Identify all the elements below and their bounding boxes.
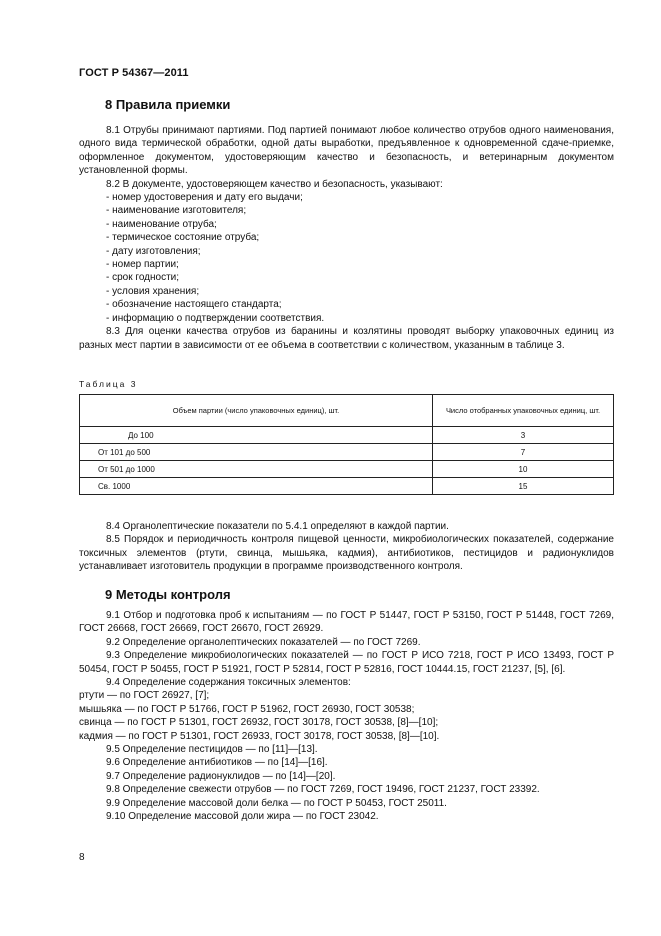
sampling-table [79, 394, 614, 495]
section-8-continued [79, 520, 614, 574]
table-cell: От 501 до 1000 [80, 461, 433, 478]
clause-9-paragraph: ртути — по ГОСТ 26927, [7]; [79, 690, 210, 702]
list-item: - номер удостоверения и дату его выдачи; [106, 192, 303, 204]
section-9-title: 9 Методы контроля [105, 587, 231, 602]
table-cell: От 101 до 500 [80, 444, 433, 461]
clause-8-3: 8.3 Для оценки качества отрубов из баранины и козлятины проводят выборку упаковочных единиц из разных мест партии в зависимости от ее объема в соответствии с количеством, указанным в таблице 3. [79, 326, 614, 351]
list-item: - номер партии; [106, 259, 179, 271]
table-caption: Таблица 3 [79, 379, 138, 389]
table-cell: 15 [433, 478, 614, 495]
clause-9-paragraph: 9.4 Определение содержания токсичных элементов: [106, 677, 351, 689]
clause-8-1: 8.1 Отрубы принимают партиями. Под партией понимают любое количество отрубов одного наименования, одного вида термической обработки, одной даты выработки, предъявленное к одновременной сдаче-приемке, оформленное документом, удостоверяющим качество и безопасность, и ветеринарным документом установленной формы. [79, 125, 614, 177]
list-item: - дату изготовления; [106, 245, 201, 257]
clause-9-paragraph: 9.3 Определение микробиологических показателей — по ГОСТ Р ИСО 7218, ГОСТ Р ИСО 13493, ГОСТ Р 50454, ГОСТ Р 50455, ГОСТ Р 51921, ГОСТ Р 52814, ГОСТ Р 52816, ГОСТ 10444.15, ГОСТ 21237, [5], [6]. [79, 650, 614, 675]
clause-9-paragraph: 9.9 Определение массовой доли белка — по ГОСТ Р 50453, ГОСТ 25011. [106, 797, 447, 809]
table-header-cell: Число отобранных упаковочных единиц, шт. [433, 395, 614, 427]
list-item: - срок годности; [106, 272, 180, 284]
table-cell: 7 [433, 444, 614, 461]
clause-9-paragraph: 9.5 Определение пестицидов — по [11]—[13]. [106, 744, 318, 756]
clause-9-paragraph: 9.10 Определение массовой доли жира — по ГОСТ 23042. [106, 811, 379, 823]
clause-8-2: 8.2 В документе, удостоверяющем качество и безопасность, указывают: [106, 178, 443, 190]
table-cell: 10 [433, 461, 614, 478]
list-item: - условия хранения; [106, 285, 200, 297]
clause-9-paragraph: кадмия — по ГОСТ Р 51301, ГОСТ 26933, ГОСТ 30178, ГОСТ 30538, [8]—[10]. [79, 730, 440, 742]
list-item: - обозначение настоящего стандарта; [106, 299, 282, 311]
page-number: 8 [79, 852, 85, 863]
section-8-body [79, 124, 614, 352]
list-item: - наименование отруба; [106, 218, 217, 230]
clause-9-paragraph: 9.7 Определение радионуклидов — по [14]—[20]. [106, 770, 336, 782]
document-header: ГОСТ Р 54367—2011 [79, 67, 189, 79]
table-header-cell: Объем партии (число упаковочных единиц), шт. [80, 395, 433, 427]
table-cell: До 100 [80, 427, 433, 444]
clause-8-4: 8.4 Органолептические показатели по 5.4.1 определяют в каждой партии. [106, 521, 449, 532]
clause-9-paragraph: свинца — по ГОСТ Р 51301, ГОСТ 26932, ГОСТ 30178, ГОСТ 30538, [8]—[10]; [79, 717, 439, 729]
table-row [80, 461, 614, 478]
clause-9-paragraph: 9.1 Отбор и подготовка проб к испытаниям — по ГОСТ Р 51447, ГОСТ Р 53150, ГОСТ Р 51448, ГОСТ 7269, ГОСТ 26668, ГОСТ 26669, ГОСТ 26670, ГОСТ 26929. [79, 610, 614, 635]
list-item: - наименование изготовителя; [106, 205, 247, 217]
section-8-title: 8 Правила приемки [105, 97, 231, 112]
clause-9-paragraph: 9.8 Определение свежести отрубов — по ГОСТ 7269, ГОСТ 19496, ГОСТ 21237, ГОСТ 23392. [106, 784, 540, 796]
list-item: - термическое состояние отруба; [106, 232, 260, 244]
clause-9-paragraph: 9.6 Определение антибиотиков — по [14]—[16]. [106, 757, 328, 769]
clause-8-5: 8.5 Порядок и периодичность контроля пищевой ценности, микробиологических показателей, содержание токсичных элементов (ртути, свинца, мышьяка, кадмия), антибиотиков, пестицидов и радионуклидов устанавливает изготовитель продукции в программе производственного контроля. [79, 534, 614, 573]
table-row [80, 427, 614, 444]
table-row [80, 444, 614, 461]
table-header-row [80, 395, 614, 427]
clause-9-paragraph: 9.2 Определение органолептических показателей — по ГОСТ 7269. [106, 636, 421, 648]
table-cell: 3 [433, 427, 614, 444]
table-row [80, 478, 614, 495]
list-item: - информацию о подтверждении соответствия. [106, 312, 325, 324]
clause-9-paragraph: мышьяка — по ГОСТ Р 51766, ГОСТ Р 51962, ГОСТ 26930, ГОСТ 30538; [79, 703, 415, 715]
table-cell: Св. 1000 [80, 478, 433, 495]
section-9-body [79, 609, 614, 824]
